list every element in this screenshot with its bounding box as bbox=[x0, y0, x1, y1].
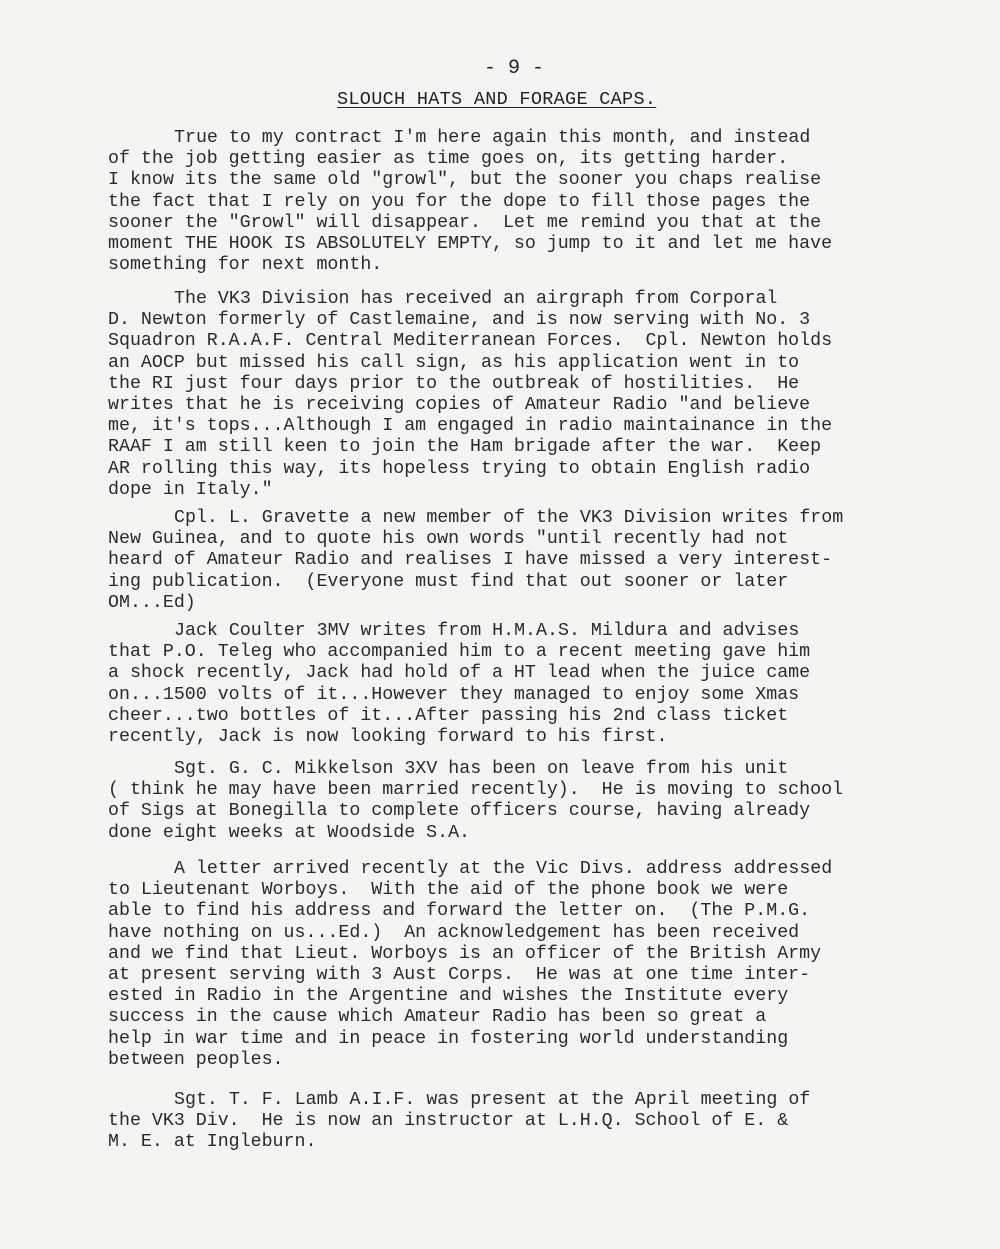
text-line: help in war time and in peace in fostering world understanding bbox=[108, 1028, 789, 1049]
text-line: Sgt. T. F. Lamb A.I.F. was present at the April meeting of bbox=[174, 1090, 811, 1110]
text-line: New Guinea, and to quote his own words "until recently had not bbox=[108, 529, 789, 550]
text-line: sooner the "Growl" will disappear. Let me remind you that at the bbox=[108, 212, 822, 233]
text-line: writes that he is receiving copies of Amateur Radio "and believe bbox=[108, 395, 811, 416]
paragraph bbox=[108, 508, 968, 614]
text-line: ( think he may have been married recently). He is moving to school bbox=[108, 780, 844, 801]
text-line: able to find his address and forward the letter on. (The P.M.G. bbox=[108, 901, 811, 922]
page-number: - 9 - bbox=[483, 57, 544, 80]
text-line: Sgt. G. C. Mikkelson 3XV has been on leave from his unit bbox=[174, 759, 789, 779]
text-line: moment THE HOOK IS ABSOLUTELY EMPTY, so jump to it and let me have bbox=[108, 234, 833, 255]
text-line: Jack Coulter 3MV writes from H.M.A.S. Mildura and advises bbox=[174, 621, 800, 641]
text-line: something for next month. bbox=[108, 255, 383, 276]
text-line: Squadron R.A.A.F. Central Mediterranean Forces. Cpl. Newton holds bbox=[108, 331, 833, 352]
text-line: ested in Radio in the Argentine and wishes the Institute every bbox=[108, 986, 789, 1007]
paragraph bbox=[108, 621, 968, 748]
text-line: between peoples. bbox=[108, 1049, 284, 1070]
text-line: M. E. at Ingleburn. bbox=[108, 1132, 317, 1153]
text-line: that P.O. Teleg who accompanied him to a recent meeting gave him bbox=[108, 642, 811, 663]
text-line: heard of Amateur Radio and realises I have missed a very interest- bbox=[108, 550, 833, 571]
text-line: at present serving with 3 Aust Corps. He was at one time inter- bbox=[108, 965, 811, 986]
text-line: A letter arrived recently at the Vic Divs. address addressed bbox=[174, 859, 833, 879]
text-line: the RI just four days prior to the outbreak of hostilities. He bbox=[108, 373, 800, 394]
text-line: the fact that I rely on you for the dope to fill those pages the bbox=[108, 191, 811, 212]
text-line: True to my contract I'm here again this month, and instead bbox=[174, 128, 811, 148]
paragraph bbox=[108, 1090, 968, 1154]
paragraph bbox=[108, 128, 968, 276]
text-line: cheer...two bottles of it...After passing his 2nd class ticket bbox=[108, 705, 789, 726]
paragraph bbox=[108, 289, 968, 501]
text-line: OM...Ed) bbox=[108, 592, 196, 613]
text-line: an AOCP but missed his call sign, as his application went in to bbox=[108, 352, 800, 373]
paragraph bbox=[108, 759, 968, 844]
text-line: a shock recently, Jack had hold of a HT lead when the juice came bbox=[108, 663, 811, 684]
text-line: RAAF I am still keen to join the Ham brigade after the war. Keep bbox=[108, 437, 822, 458]
page-title: SLOUCH HATS AND FORAGE CAPS. bbox=[337, 89, 657, 110]
text-line: D. Newton formerly of Castlemaine, and is now serving with No. 3 bbox=[108, 310, 811, 331]
text-line: the VK3 Div. He is now an instructor at L.H.Q. School of E. & bbox=[108, 1111, 789, 1132]
text-line: recently, Jack is now looking forward to his first. bbox=[108, 727, 668, 748]
text-line: done eight weeks at Woodside S.A. bbox=[108, 822, 471, 843]
text-line: to Lieutenant Worboys. With the aid of the phone book we were bbox=[108, 880, 789, 901]
text-line: I know its the same old "growl", but the sooner you chaps realise bbox=[108, 170, 822, 191]
text-line: AR rolling this way, its hopeless trying to obtain English radio bbox=[108, 458, 811, 479]
text-line: of Sigs at Bonegilla to complete officers course, having already bbox=[108, 801, 811, 822]
text-line: ing publication. (Everyone must find that out sooner or later bbox=[108, 571, 789, 592]
text-line: of the job getting easier as time goes on, its getting harder. bbox=[108, 149, 789, 170]
text-line: dope in Italy." bbox=[108, 479, 273, 500]
text-line: and we find that Lieut. Worboys is an officer of the British Army bbox=[108, 943, 822, 964]
text-line: me, it's tops...Although I am engaged in radio maintainance in the bbox=[108, 416, 833, 437]
text-line: have nothing on us...Ed.) An acknowledgement has been received bbox=[108, 922, 800, 943]
text-line: success in the cause which Amateur Radio has been so great a bbox=[108, 1007, 767, 1028]
text-line: on...1500 volts of it...However they managed to enjoy some Xmas bbox=[108, 684, 800, 705]
text-line: The VK3 Division has received an airgraph from Corporal bbox=[174, 289, 778, 309]
paragraph bbox=[108, 859, 968, 1071]
text-line: Cpl. L. Gravette a new member of the VK3 Division writes from bbox=[174, 508, 844, 528]
